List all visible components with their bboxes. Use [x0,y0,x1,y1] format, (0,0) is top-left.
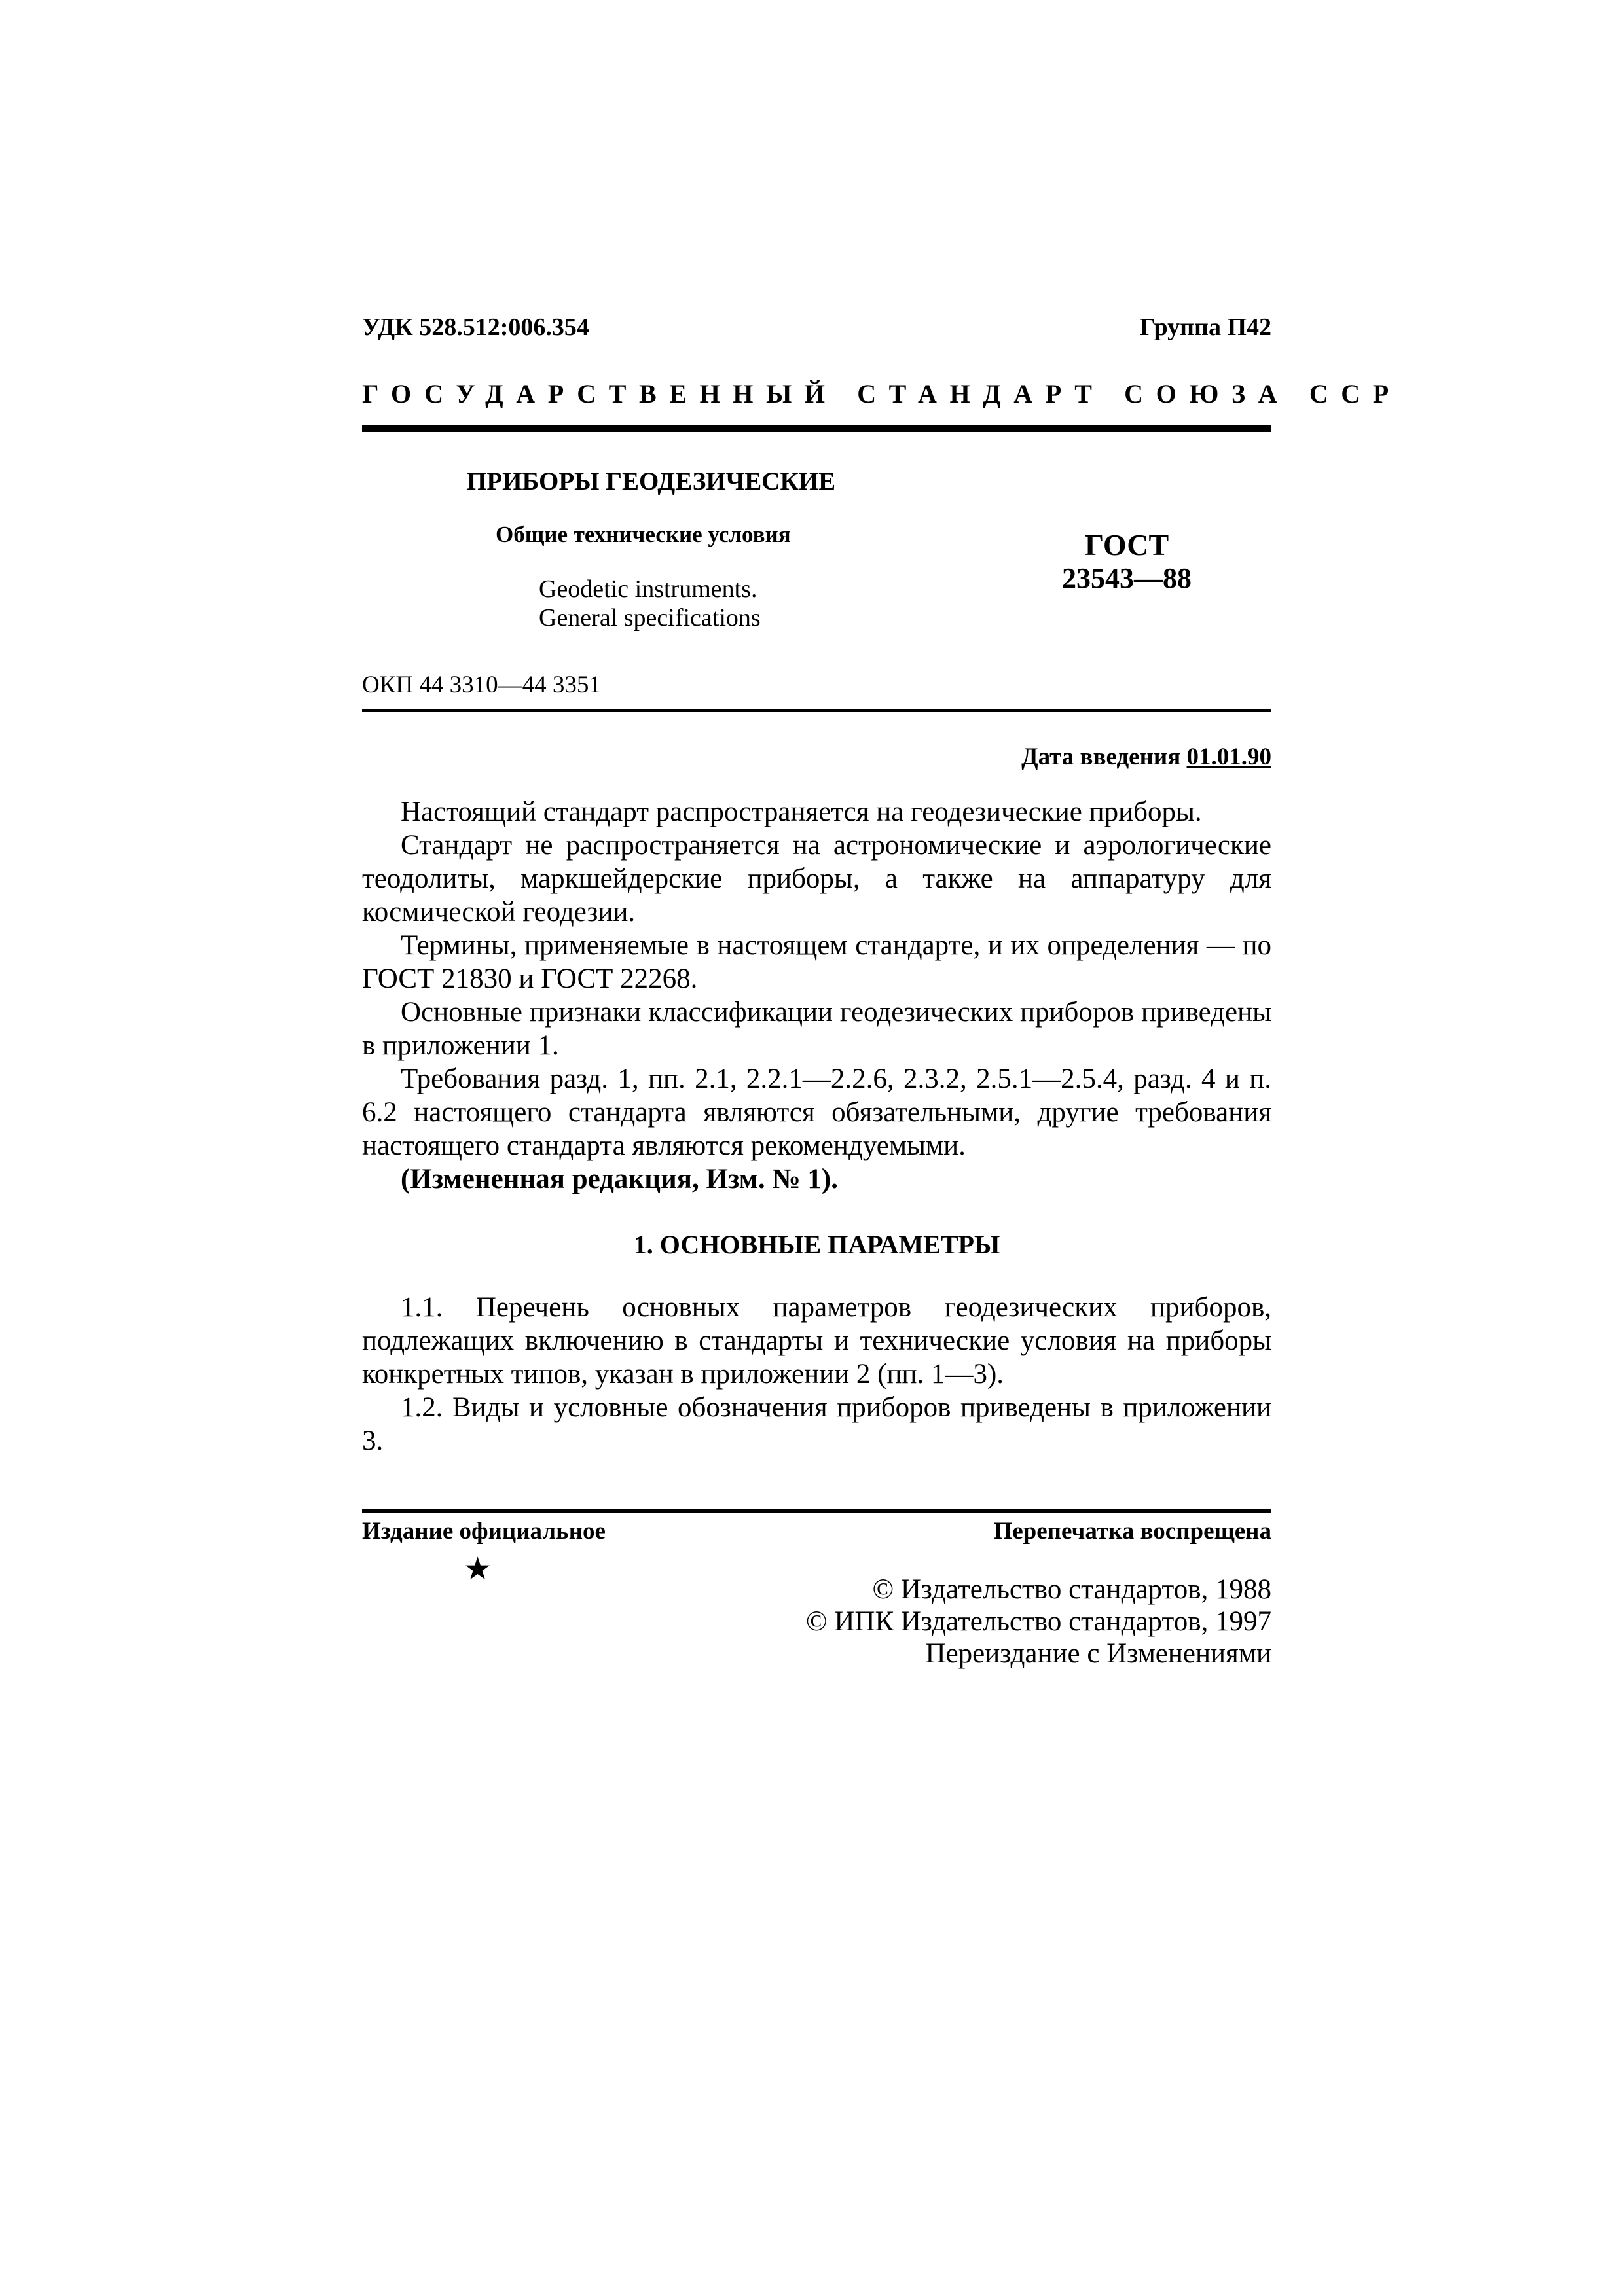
header-rule [362,425,1271,432]
document-title: ПРИБОРЫ ГЕОДЕЗИЧЕСКИЕ [467,467,836,495]
footer-rule [362,1509,1271,1513]
copyright-1997: © ИПК Издательство стандартов, 1997 [805,1606,1271,1637]
introduction-date [362,743,1271,771]
udk-code: УДК 528.512:006.354 [362,314,589,341]
reissue-note: Переиздание с Изменениями [925,1638,1271,1669]
section-body [362,1291,1271,1458]
paragraph: Термины, применяемые в настоящем стандарте, и их определения — по ГОСТ 21830 и ГОСТ 22268. [362,930,1271,994]
state-standard-heading: ГОСУДАРСТВЕННЫЙ СТАНДАРТ СОЮЗА ССР [362,379,1402,408]
official-edition: Издание официальное [362,1518,606,1545]
paragraph: Стандарт не распространяется на астрономические и аэрологические теодолиты, маркшейдерские приборы, а также на аппаратуру для космической геодезии. [362,830,1271,927]
amendment-note: (Измененная редакция, Изм. № 1). [401,1164,838,1194]
section-title: 1. ОСНОВНЫЕ ПАРАМЕТРЫ [633,1230,1000,1259]
okp-rule [362,709,1271,712]
star-icon: ★ [464,1552,492,1587]
paragraph: Основные признаки классификации геодезических приборов приведены в приложении 1. [362,997,1271,1061]
preamble [362,795,1271,1196]
header-line [362,313,1271,352]
clause: 1.1. Перечень основных параметров геодезических приборов, подлежащих включению в стандарты и технические условия на приборы конкретных типов, указан в приложении 2 (пп. 1—3). [362,1292,1271,1390]
english-title-line2: General specifications [539,604,761,632]
clause: 1.2. Виды и условные обозначения приборов приведены в приложении 3. [362,1392,1271,1456]
introduction-date-label: Дата введения [1021,744,1181,770]
document-subtitle: Общие технические условия [496,522,791,547]
gost-label: ГОСТ [1084,528,1169,562]
reprint-prohibited: Перепечатка воспрещена [993,1518,1271,1545]
paragraph: Требования разд. 1, пп. 2.1, 2.2.1—2.2.6, 2.3.2, 2.5.1—2.5.4, разд. 4 и п. 6.2 настоящего стандарта являются обязательными, другие требования настоящего стандарта являются рекомендуемыми. [362,1064,1271,1161]
english-title-line1: Geodetic instruments. [539,575,757,603]
group-code: Группа П42 [1139,314,1271,341]
okp-code: ОКП 44 3310—44 3351 [362,672,601,698]
introduction-date-value: 01.01.90 [1186,744,1271,770]
paragraph: Настоящий стандарт распространяется на геодезические приборы. [401,797,1202,827]
gost-number: 23543—88 [1062,562,1192,594]
copyright-1988: © Издательство стандартов, 1988 [872,1574,1271,1605]
